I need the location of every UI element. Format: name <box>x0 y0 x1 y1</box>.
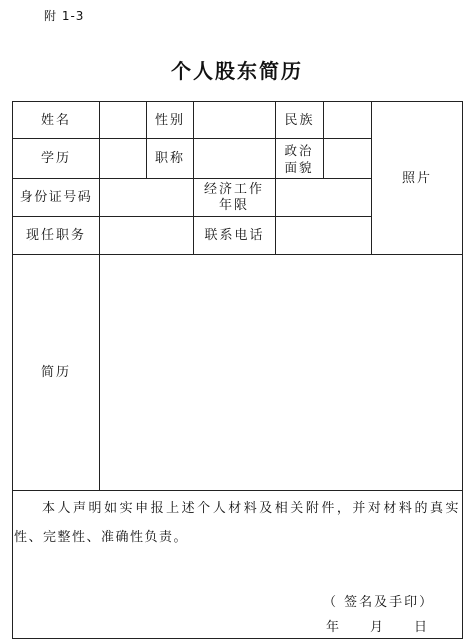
resume-label: 简历 <box>40 365 71 380</box>
title-rank-label: 职称 <box>154 151 185 166</box>
photo-box[interactable]: 照片 <box>401 170 432 186</box>
political-status-field[interactable] <box>324 139 371 178</box>
education-field[interactable] <box>100 139 146 178</box>
work-years-label: 经济工作年限 <box>203 181 264 213</box>
resume-field[interactable] <box>100 255 462 490</box>
education-label: 学历 <box>40 151 71 166</box>
signature-year: 年 <box>326 620 342 635</box>
current-position-label: 现任职务 <box>25 228 86 243</box>
attachment-label: 附 1-3 <box>44 9 85 23</box>
gender-field[interactable] <box>194 102 275 138</box>
work-years-field[interactable] <box>276 179 371 216</box>
title-rank-field[interactable] <box>194 139 275 178</box>
current-position-field[interactable] <box>100 217 193 254</box>
signature-day: 日 <box>414 620 430 635</box>
gender-label: 性别 <box>154 112 185 128</box>
ethnicity-field[interactable] <box>324 102 371 138</box>
form-title: 个人股东简历 <box>171 59 303 83</box>
phone-label: 联系电话 <box>204 228 265 243</box>
signature-month: 月 <box>370 620 386 635</box>
name-label: 姓名 <box>40 112 71 128</box>
name-field[interactable] <box>100 102 146 138</box>
signature-label: （ 签名及手印） <box>323 595 435 610</box>
phone-field[interactable] <box>276 217 371 254</box>
declaration-text: 本人声明如实申报上述个人材料及相关附件，并对材料的真实性、完整性、准确性负责。 <box>14 501 460 545</box>
political-status-label: 政治面貌 <box>284 142 314 175</box>
id-number-label: 身份证号码 <box>19 190 93 205</box>
ethnicity-label: 民族 <box>284 112 315 128</box>
id-number-field[interactable] <box>100 179 193 216</box>
